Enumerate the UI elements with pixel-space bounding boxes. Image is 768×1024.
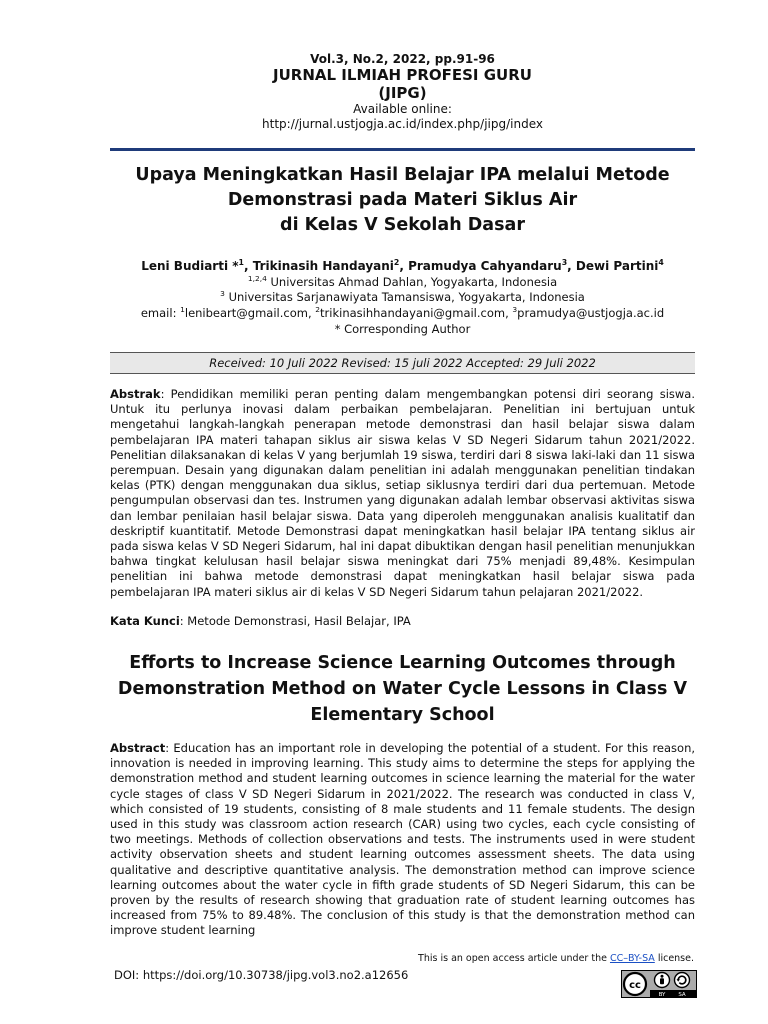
available-online-label: Available online: [353,102,452,116]
affiliation-1 [110,275,695,290]
affiliation-mark: 3 [220,289,225,299]
author-separator: , [567,259,576,273]
cc-by-sa-badge[interactable] [621,970,697,998]
abstract-label: Abstrak [110,387,161,401]
author-name: Dewi Partini [575,259,659,273]
author-list [110,258,695,274]
author-name: Pramudya Cahyandaru [408,259,562,273]
license-prefix: This is an open access article under the [418,953,610,964]
keywords [110,614,695,629]
title-line: Demonstrasi pada Materi Siklus Air [227,190,578,210]
title-line: Efforts to Increase Science Learning Outcomes through [129,653,676,673]
abstract-label: Abstract [110,741,166,755]
keywords-text: : Metode Demonstrasi, Hasil Belajar, IPA [179,614,411,628]
abstract-indonesian [110,387,695,600]
email-address[interactable]: lenibeart@gmail.com, [184,306,316,320]
license-note [418,953,694,965]
abstract-body: Education has an important role in developing the potential of a student. For this reason, innovation is needed in improving learning. This study aims to determine the steps for applying the demonstration method and student learning outcomes in science learning the material for the water cycle stages of class V SD Negeri Sidarum in 2021/2022. The research was conducted in class V, which consisted of 19 students, consisting of 8 male students and 11 female students. The design used in this study was classroom action research (CAR) using two cycles, each cycle consisting of two meetings. Methods of collection observations and tests. The instruments used in were student activity observation sheets and student learning outcomes assessment sheets. The data using qualitative and descriptive quantitative analysis. The demonstration method can improve science learning outcomes about the water cycle in fifth grade students of SD Negeri Sidarum, this can be proven by the results of research showing that graduation rate of student learning outcomes has increased from 75% to 89.48%. The conclusion of this study is that the demonstration method can improve student learning [110,741,696,938]
author-separator: , [399,259,409,273]
title-line: Demonstration Method on Water Cycle Lessons in Class V [117,679,688,699]
journal-abbrev: (JIPG) [378,84,427,102]
email-address[interactable]: pramudya@ustjogja.ac.id [517,306,665,320]
journal-url[interactable]: http://jurnal.ustjogja.ac.id/index.php/jipg/index [262,117,543,131]
title-line: di Kelas V Sekolah Dasar [280,215,525,235]
author-affiliation-mark: 3 [561,258,568,267]
author-separator: , [243,259,253,273]
author-emails [110,306,695,321]
doi-link[interactable]: DOI: https://doi.org/10.30738/jipg.vol3.no2.a12656 [114,968,409,982]
email-mark: 1 [180,305,185,315]
creative-commons-icon [624,973,646,995]
article-title-english [110,650,695,728]
license-link[interactable]: CC–BY-SA [609,953,655,964]
title-line: Elementary School [310,705,495,725]
journal-name: JURNAL ILMIAH PROFESI GURU [273,66,532,84]
header-divider [110,148,695,151]
corresponding-author-note: * Corresponding Author [334,322,471,336]
affiliation-2 [110,290,695,305]
article-title-indonesian [110,163,695,238]
email-mark: 3 [512,305,518,315]
title-line: Upaya Meningkatkan Hasil Belajar IPA melalui Metode [135,165,670,185]
attribution-icon [655,973,670,988]
author-affiliation-mark: 4 [658,258,664,267]
email-address[interactable]: trikinasihhandayani@gmail.com, [320,306,513,320]
abstract-english [110,741,695,939]
abstract-label-colon: : [160,387,171,401]
author-name: Trikinasih Handayani [252,259,394,273]
abstract-body: Pendidikan memiliki peran penting dalam mengembangkan potensi diri seorang siswa. Untuk itu perlunya inovasi dalam perbaikan pembelajaran. Penelitian ini bertujuan untuk mengetahui langkah-langkah penerapan metode demonstrasi dan hasil belajar siswa dalam pembelajaran IPA materi tahapan siklus air siswa kelas V SD Negeri Sidarum tahun 2021/2022. Penelitian dilaksanakan di kelas V yang berjumlah 19 siswa, terdiri dari 8 siswa laki-laki dan 11 siswa perempuan. Desain yang digunakan dalam penelitian ini adalah menggunakan penelitian tindakan kelas (PTK) dengan menggunakan dua siklus, setiap siklusnya terdiri dari dua pertemuan. Metode pengumpulan observasi dan tes. Instrumen yang digunakan adalah lembar observasi aktivitas siswa dan lembar penilaian hasil belajar siswa. Data yang diperoleh menggunakan analisis kualitatif dan deskriptif kuantitatif. Metode Demonstrasi dapat meningkatkan hasil belajar IPA tentang siklus air pada siswa kelas V SD Negeri Sidarum, hal ini dapat dibuktikan dengan hasil penelitian menunjukkan bahwa tingkat kelulusan hasil belajar siswa meningkat dari 75% menjadi 89,48%. Kesimpulan penelitian ini bahwa metode demonstrasi dapat meningkatkan hasil belajar siswa pada pembelajaran IPA materi siklus air di kelas V SD Negeri Sidarum tahun pelajaran 2021/2022. [110,387,695,599]
badge-sa-label: SA [678,992,686,997]
abstract-label-colon: : [165,741,174,755]
affiliation-text: Universitas Sarjanawiyata Tamansiswa, Yogyakarta, Indonesia [224,290,585,304]
author-affiliation-mark: 2 [393,258,400,267]
badge-by-label: BY [658,992,666,997]
journal-header [110,52,695,132]
volume-info: Vol.3, No.2, 2022, pp.91-96 [310,52,495,66]
affiliation-mark: 1,2,4 [247,274,267,284]
article-dates: Received: 10 Juli 2022 Revised: 15 juli 2022 Accepted: 29 Juli 2022 [110,352,695,374]
email-mark: 2 [315,305,321,315]
affiliation-text: Universitas Ahmad Dahlan, Yogyakarta, Indonesia [266,275,558,289]
keywords-label: Kata Kunci [110,614,180,628]
svg-text:cc: cc [629,980,641,991]
license-suffix: license. [654,953,694,964]
email-prefix: email: [140,306,181,320]
author-affiliation-mark: 1 [238,258,244,267]
share-alike-icon [675,973,690,988]
author-name: Leni Budiarti * [141,259,239,273]
